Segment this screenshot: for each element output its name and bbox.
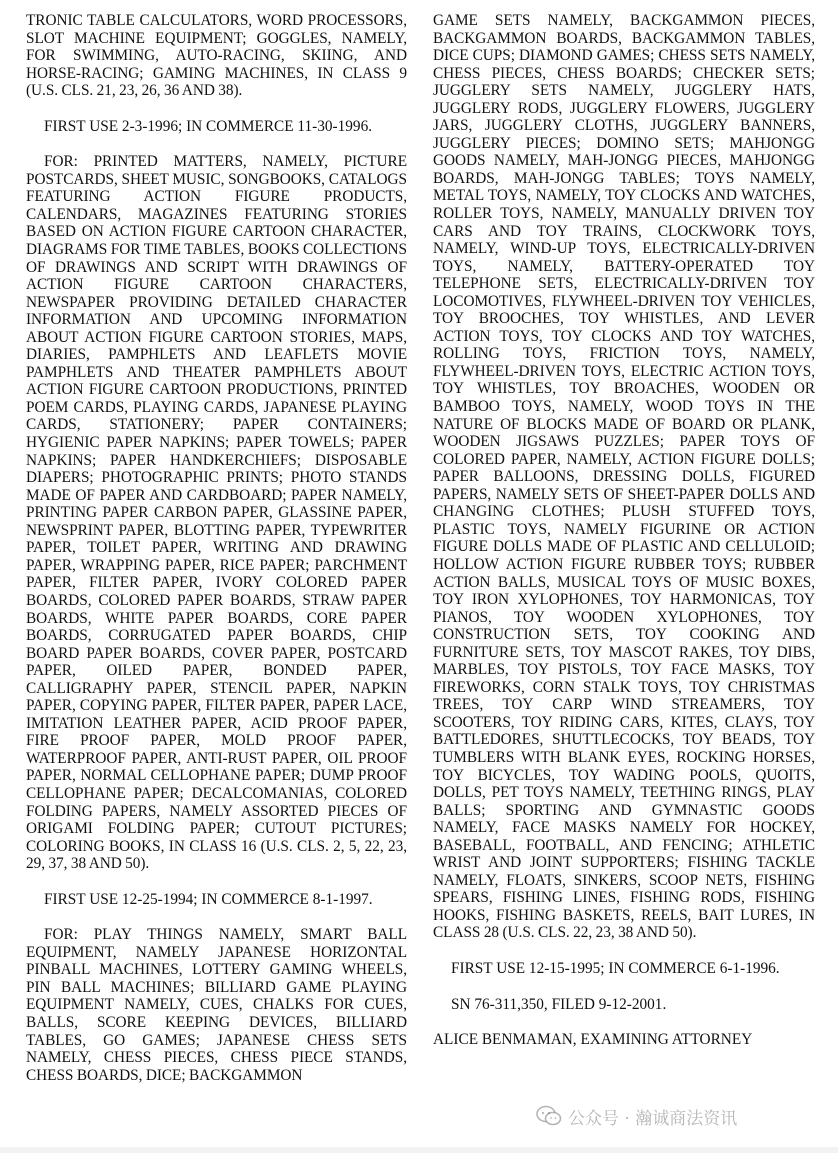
- class-28-goods-text-start: FOR: PLAY THINGS NAMELY, SMART BALL EQUIPMENT, NAMELY JAPANESE HORIZONTAL PINBALL MACHINES, LOTTERY GAMING WHEELS, PIN BALL MACHINES; BILLIARD GAME PLAYING EQUIPMENT NAMELY, CUES, CHALKS FOR CUES, BALLS, SCORE KEEPING DEVICES, BILLIARD TABLES, GO GAMES; JAPANESE CHESS SETS NAMELY, CHESS PIECES, CHESS PIECE STANDS, CHESS BOARDS, DICE; BACKGAMMON: [26, 926, 407, 1084]
- examining-attorney: ALICE BENMAMAN, EXAMINING ATTORNEY: [433, 1031, 753, 1049]
- first-use-class-28: FIRST USE 12-15-1995; IN COMMERCE 6-1-1996.: [451, 959, 780, 977]
- class-28-goods-text-continued: GAME SETS NAMELY, BACKGAMMON PIECES, BACKGAMMON BOARDS, BACKGAMMON TABLES, DICE CUPS; DIAMOND GAMES; CHESS SETS NAMELY, CHESS PIECES, CHESS BOARDS; CHECKER SETS; JUGGLERY SETS NAMELY, JUGGLERY HATS, JUGGLERY RODS, JUGGLERY FLOWERS, JUGGLERY JARS, JUGGLERY CLOTHS, JUGGLERY BANNERS, JUGGLERY PIECES; DOMINO SETS; MAHJONGG GOODS NAMELY, MAH-JONGG PIECES, MAHJONGG BOARDS, MAH-JONGG TABLES; TOYS NAMELY, METAL TOYS, NAMELY, TOY CLOCKS AND WATCHES, ROLLER TOYS, NAMELY, MANUALLY DRIVEN TOY CARS AND TOY TRAINS, CLOCKWORK TOYS, NAMELY, WIND-UP TOYS, ELECTRICALLY-DRIVEN TOYS, NAMELY, BATTERY-OPERATED TOY TELEPHONE SETS, ELECTRICALLY-DRIVEN TOY LOCOMOTIVES, FLYWHEEL-DRIVEN TOY VEHICLES, TOY BROOCHES, TOY WHISTLES, AND LEVER ACTION TOYS, TOY CLOCKS AND TOY WATCHES, ROLLING TOYS, FRICTION TOYS, NAMELY, FLYWHEEL-DRIVEN TOYS, ELECTRIC ACTION TOYS, TOY WHISTLES, TOY BROACHES, WOODEN OR BAMBOO TOYS, NAMELY, WOOD TOYS IN THE NATURE OF BLOCKS MADE OF BOARD OR PLANK, WOODEN JIGSAWS PUZZLES; PAPER TOYS OF COLORED PAPER, NAMELY, ACTION FIGURE DOLLS; PAPER BALLOONS, DRESSING DOLLS, FIGURED PAPERS, NAMELY SETS OF SHEET-PAPER DOLLS AND CHANGING CLOTHES; PLUSH STUFFED TOYS, PLASTIC TOYS, NAMELY FIGURINE OR ACTION FIGURE DOLLS MADE OF PLASTIC AND CELLULOID; HOLLOW ACTION FIGURE RUBBER TOYS; RUBBER ACTION BALLS, MUSICAL TOYS OF MUSIC BOXES, TOY IRON XYLOPHONES, TOY HARMONICAS, TOY PIANOS, TOY WOODEN XYLOPHONES, TOY CONSTRUCTION SETS, TOY COOKING AND FURNITURE SETS, TOY MASCOT RAKES, TOY DIBS, MARBLES, TOY PISTOLS, TOY FACE MASKS, TOY FIREWORKS, CORN STALK TOYS, TOY CHRISTMAS TREES, TOY CARP WIND STREAMERS, TOY SCOOTERS, TOY RIDING CARS, KITES, CLAYS, TOY BATTLEDORES, SHUTTLECOCKS, TOY BEADS, TOY TUMBLERS WITH BLANK EYES, ROCKING HORSES, TOY BICYCLES, TOY WADING POOLS, QUOITS, DOLLS, PET TOYS NAMELY, TEETHING RINGS, PLAY BALLS; SPORTING AND GYMNASTIC GOODS NAMELY, FACE MASKS NAMELY FOR HOCKEY, BASEBALL, FOOTBALL, AND FENCING; ATHLETIC WRIST AND JOINT SUPPORTERS; FISHING TACKLE NAMELY, FLOATS, SINKERS, SCOOP NETS, FISHING SPEARS, FISHING LINES, FISHING RODS, FISHING HOOKS, FISHING BASKETS, REELS, BAIT LURES, IN CLASS 28 (U.S. CLS. 22, 23, 38 AND 50).: [433, 12, 815, 942]
- page-bottom-edge: [0, 1147, 838, 1153]
- first-use-class-9: FIRST USE 2-3-1996; IN COMMERCE 11-30-1996.: [44, 117, 373, 135]
- serial-number-filing: SN 76-311,350, FILED 9-12-2001.: [451, 995, 667, 1013]
- class-9-goods-text: TRONIC TABLE CALCULATORS, WORD PROCESSORS, SLOT MACHINE EQUIPMENT; GOGGLES, NAMELY, FOR SWIMMING, AUTO-RACING, SKIING, AND HORSE-RACING; GAMING MACHINES, IN CLASS 9 (U.S. CLS. 21, 23, 26, 36 AND 38).: [26, 12, 407, 100]
- watermark-text: 公众号 · 瀚诚商法资讯: [568, 1108, 738, 1129]
- left-column: [26, 12, 407, 1084]
- first-use-class-16: FIRST USE 12-25-1994; IN COMMERCE 8-1-1997.: [44, 890, 373, 908]
- right-column: [433, 12, 815, 1049]
- class-16-goods-text: FOR: PRINTED MATTERS, NAMELY, PICTURE POSTCARDS, SHEET MUSIC, SONGBOOKS, CATALOGS FEATURING ACTION FIGURE PRODUCTS, CALENDARS, MAGAZINES FEATURING STORIES BASED ON ACTION FIGURE CARTOON CHARACTER, DIAGRAMS FOR TIME TABLES, BOOKS COLLECTIONS OF DRAWINGS AND SCRIPT WITH DRAWINGS OF ACTION FIGURE CARTOON CHARACTERS, NEWSPAPER PROVIDING DETAILED CHARACTER INFORMATION AND UPCOMING INFORMATION ABOUT ACTION FIGURE CARTOON STORIES, MAPS, DIARIES, PAMPHLETS AND LEAFLETS MOVIE PAMPHLETS AND THEATER PAMPHLETS ABOUT ACTION FIGURE CARTOON PRODUCTIONS, PRINTED POEM CARDS, PLAYING CARDS, JAPANESE PLAYING CARDS, STATIONERY; PAPER CONTAINERS; HYGIENIC PAPER NAPKINS; PAPER TOWELS; PAPER NAPKINS; PAPER HANDKERCHIEFS; DISPOSABLE DIAPERS; PHOTOGRAPHIC PRINTS; PHOTO STANDS MADE OF PAPER AND CARDBOARD; PAPER NAMELY, PRINTING PAPER CARBON PAPER, GLASSINE PAPER, NEWSPRINT PAPER, BLOTTING PAPER, TYPEWRITER PAPER, TOILET PAPER, WRITING AND DRAWING PAPER, WRAPPING PAPER, RICE PAPER; PARCHMENT PAPER, FILTER PAPER, IVORY COLORED PAPER BOARDS, COLORED PAPER BOARDS, STRAW PAPER BOARDS, WHITE PAPER BOARDS, CORE PAPER BOARDS, CORRUGATED PAPER BOARDS, CHIP BOARD PAPER BOARDS, COVER PAPER, POSTCARD PAPER, OILED PAPER, BONDED PAPER, CALLIGRAPHY PAPER, STENCIL PAPER, NAPKIN PAPER, COPYING PAPER, FILTER PAPER, PAPER LACE, IMITATION LEATHER PAPER, ACID PROOF PAPER, FIRE PROOF PAPER, MOLD PROOF PAPER, WATERPROOF PAPER, ANTI-RUST PAPER, OIL PROOF PAPER, NORMAL CELLOPHANE PAPER; DUMP PROOF CELLOPHANE PAPER; DECALCOMANIAS, COLORED FOLDING PAPERS, NAMELY ASSORTED PIECES OF ORIGAMI FOLDING PAPER; CUTOUT PICTURES; COLORING BOOKS, IN CLASS 16 (U.S. CLS. 2, 5, 22, 23, 29, 37, 38 AND 50).: [26, 153, 407, 873]
- watermark: [536, 1101, 737, 1131]
- wechat-icon: [536, 1105, 562, 1127]
